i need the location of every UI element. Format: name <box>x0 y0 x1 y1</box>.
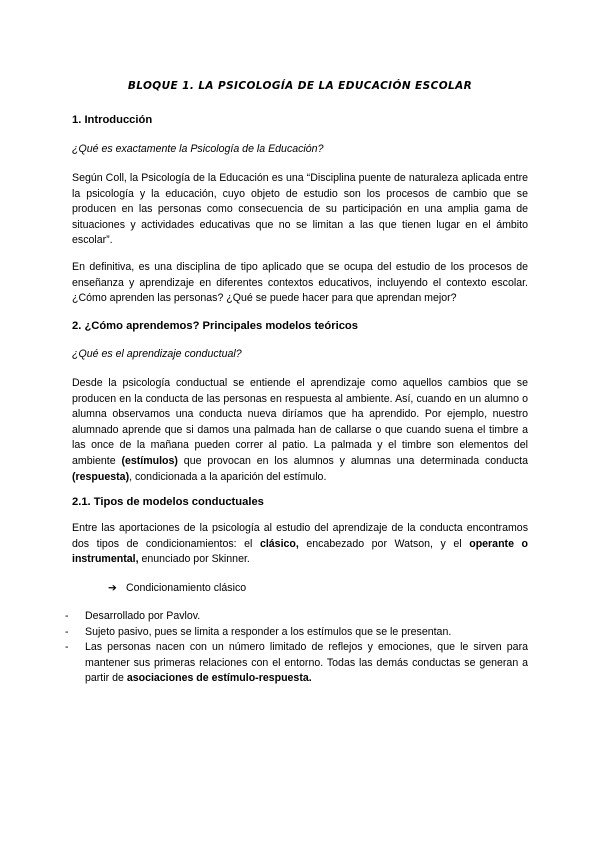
text-segment: Desde la psicología conductual se entiende el aprendizaje como aquellos cambios que se producen en la conducta de las personas en respuesta al ambiente. Así, cuando en un alumno o alumna observamos una conducta nueva diríamos que ha aprendido. Por ejemplo, nuestro alumnado aprende que si damos una palmada han de callarse o que cuando suena el timbre a las once de la mañana pueden correr al patio. La palmada y el timbre son elementos del ambiente <box>72 377 528 467</box>
section-heading-tipos-modelos: 2.1. Tipos de modelos conductuales <box>72 496 264 508</box>
bold-asociaciones: asociaciones de estímulo-respuesta. <box>126 672 312 685</box>
paragraph-tipos-condicionamiento <box>72 521 528 568</box>
question-psicologia-educacion: ¿Qué es exactamente la Psicología de la Educación? <box>72 143 324 155</box>
dash-list <box>63 609 528 687</box>
paragraph-en-definitiva: En definitiva, es una disciplina de tipo aplicado que se ocupa del estudio de los procesos de enseñanza y aprendizaje en diferentes contextos educativos, incluyendo el contexto escolar. ¿Cómo aprenden las personas? ¿Qué se puede hacer para que aprendan mejor? <box>72 261 528 305</box>
bold-respuesta: (respuesta) <box>72 470 130 483</box>
text-segment: encabezado por Watson, y el <box>298 537 470 550</box>
text-segment: Entre las aportaciones de la psicología al estudio del aprendizaje de la conducta encontramos dos tipos de condicionamientos: el <box>72 522 528 550</box>
question-aprendizaje-conductual: ¿Qué es el aprendizaje conductual? <box>72 348 242 360</box>
section-heading-como-aprendemos: 2. ¿Cómo aprendemos? Principales modelos teóricos <box>72 320 358 332</box>
bold-operante: operante o instrumental, <box>72 537 528 566</box>
list-item: - Desarrollado por Pavlov. <box>63 609 528 625</box>
text-segment: , condicionada a la aparición del estímulo. <box>129 470 327 483</box>
arrow-list-item <box>108 582 246 594</box>
paragraph-psicologia-conductual <box>72 376 528 485</box>
document-title: BLOQUE 1. LA PSICOLOGÍA DE LA EDUCACIÓN ESCOLAR <box>127 80 473 92</box>
text-segment: que provocan en los alumnos y alumnas una determinada conducta <box>177 454 528 467</box>
section-heading-introduccion: 1. Introducción <box>72 114 153 126</box>
bold-estimulos: (estímulos) <box>121 454 178 467</box>
list-item: - Sujeto pasivo, pues se limita a responder a los estímulos que se le presentan. <box>63 625 528 641</box>
list-item <box>63 640 528 687</box>
bold-clasico: clásico, <box>259 537 299 550</box>
arrow-item-label: Condicionamiento clásico <box>126 582 247 594</box>
text-segment: enunciado por Skinner. <box>138 553 250 566</box>
text-segment: Las personas nacen con un número limitado de reflejos y emociones, que le sirven para mantener sus primeras relaciones con el entorno. Todas las demás conductas se generan a partir de <box>85 641 528 685</box>
arrow-right-icon: ➔ <box>108 582 117 594</box>
paragraph-definicion-coll: Según Coll, la Psicología de la Educación es una “Disciplina puente de naturaleza aplicada entre la psicología y la educación, cuyo objeto de estudio son los procesos de cambio que se producen en las personas como consecuencia de su participación en una amplia gama de situaciones y actividades educativas que no se limitan a las que tienen lugar en el ámbito escolar”. <box>72 172 528 247</box>
